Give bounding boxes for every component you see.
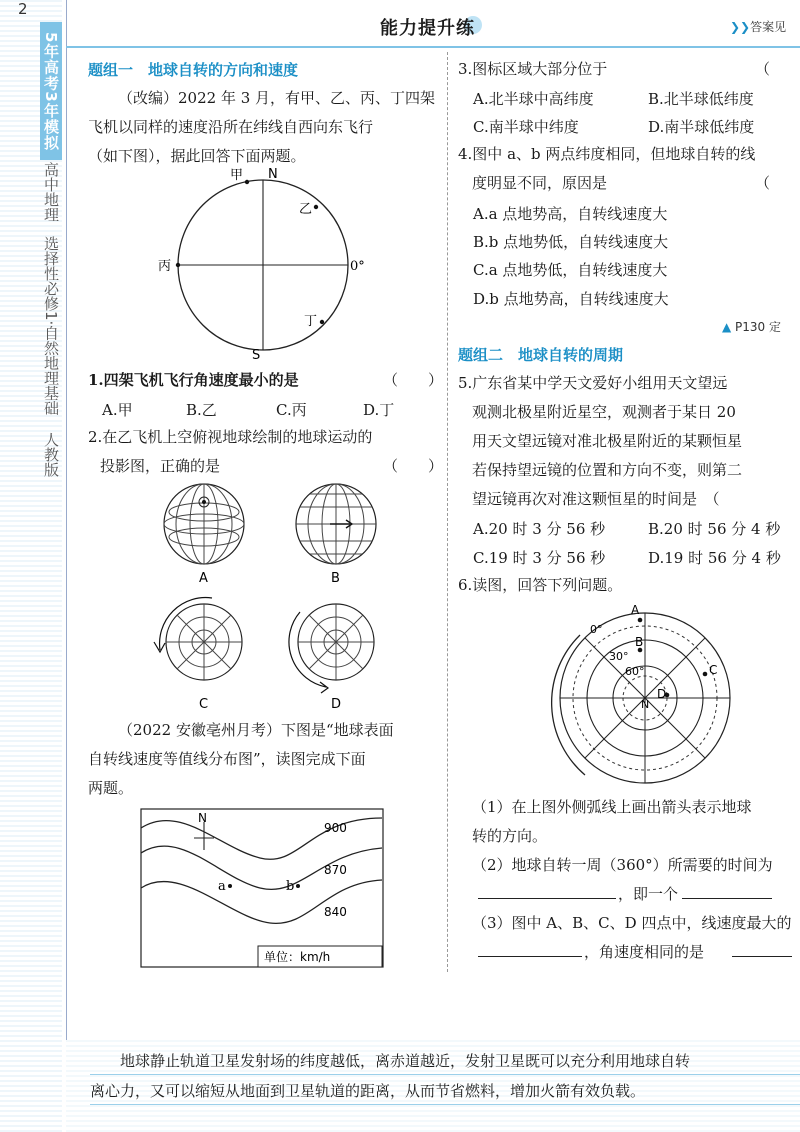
polar-label-d: D: [657, 687, 667, 701]
group1-intro-1: （改编）2022 年 3 月，有甲、乙、丙、丁四架: [118, 89, 436, 107]
q3-option-d: D.南半球低纬度: [648, 118, 755, 136]
outer-arc: [552, 635, 585, 775]
label-n: N: [268, 167, 278, 182]
q2-stem-2: 投影图，正确的是: [100, 457, 221, 475]
tip-rule-2: [90, 1104, 800, 1105]
point-bing: [176, 263, 180, 267]
q5-option-d: D.19 时 56 分 4 秒: [648, 549, 781, 567]
q1-option-a: A.甲: [102, 401, 133, 419]
label-projection-c: C: [199, 697, 209, 712]
q6-part1-line2: 转的方向。: [472, 827, 548, 845]
q3-option-b: B.北半球低纬度: [648, 90, 754, 108]
page-number: 2: [18, 0, 28, 18]
column-divider: [447, 52, 448, 972]
q6-part3-line2: ，角速度相同的是: [584, 943, 705, 961]
group1-intro2-1: （2022 安徽亳州月考）下图是“地球表面: [118, 721, 394, 739]
header-rule: [66, 46, 800, 48]
group1-intro-3: （如下图），据此回答下面两题。: [88, 147, 306, 165]
figure-latitude-circle: [150, 165, 380, 365]
sidebar-subject: 高中地理: [42, 162, 60, 222]
label-zero: 0°: [350, 259, 365, 274]
tip-rule-1: [90, 1074, 800, 1075]
q6-part2-blank-2[interactable]: [682, 898, 772, 899]
sidebar-edition: 人教版: [42, 431, 60, 477]
q5-line-1: 5.广东省某中学天文爱好小组用天文望远: [458, 374, 728, 392]
polar-label-30: 30°: [609, 650, 629, 663]
figure-polar-view: [545, 600, 765, 800]
answer-reference: ❯❯答案见: [730, 20, 787, 34]
projection-c: [154, 598, 242, 680]
q5-line-3: 用天文望远镜对准北极星附近的某颗恒星: [472, 432, 743, 450]
point-b-label: b: [286, 879, 295, 894]
label-projection-a: A: [199, 571, 208, 586]
q5-option-b: B.20 时 56 分 4 秒: [648, 520, 781, 538]
page-title: 能力提升练: [380, 14, 475, 40]
sidebar-book: 选择性必修1·自然地理基础: [42, 236, 60, 416]
q5-line-2: 观测北极星附近星空，观测者于某日 20: [472, 403, 736, 421]
group1-intro2-3: 两题。: [88, 779, 134, 797]
polar-label-b: B: [635, 635, 644, 649]
label-ding: 丁: [304, 314, 318, 329]
projection-d: [289, 604, 374, 693]
q6-part3-blank-1[interactable]: [478, 956, 582, 957]
q1-answer-paren: （ ）: [383, 371, 444, 389]
point-ding: [320, 320, 324, 324]
q6-part3-line1: （3）图中 A、B、C、D 四点中，线速度最大的: [472, 914, 792, 932]
projection-a: [164, 484, 244, 564]
q5-option-c: C.19 时 3 分 56 秒: [473, 549, 606, 567]
sidebar: [0, 0, 62, 1132]
q6-part1-line1: （1）在上图外侧弧线上画出箭头表示地球: [472, 798, 752, 816]
tip-line-1: 地球静止轨道卫星发射场的纬度越低，离赤道越近，发射卫星既可以充分利用地球自转: [120, 1052, 691, 1070]
q4-answer-paren: （: [755, 174, 771, 192]
isoline-label-840: 840: [324, 905, 347, 919]
q4-option-a: A.a 点地势高，自转线速度大: [473, 205, 668, 223]
q3-option-c: C.南半球中纬度: [473, 118, 579, 136]
q2-stem-1: 2.在乙飞机上空俯视地球绘制的地球运动的: [88, 428, 373, 446]
q1-option-d: D.丁: [363, 401, 395, 419]
page-reference: ▲ P130 定: [722, 320, 782, 334]
margin-line: [66, 0, 67, 1132]
point-a: [228, 884, 232, 888]
figure-isoline-map: [140, 808, 385, 970]
point-b: [296, 884, 300, 888]
q6-stem: 6.读图，回答下列问题。: [458, 576, 623, 594]
group1-title: 题组一 地球自转的方向和速度: [88, 61, 299, 79]
q4-option-b: B.b 点地势低，自转线速度大: [473, 233, 669, 251]
q5-line-4: 若保持望远镜的位置和方向不变，则第二: [472, 461, 743, 479]
point-yi: [314, 205, 318, 209]
polar-label-n: N: [641, 698, 650, 711]
group1-intro-2: 飞机以同样的速度沿所在纬线自西向东飞行: [88, 118, 374, 136]
label-s: S: [252, 348, 261, 363]
point-a-label: a: [218, 879, 226, 894]
q6-part2-blank-1[interactable]: [478, 898, 616, 899]
q4-option-c: C.a 点地势低，自转线速度大: [473, 261, 668, 279]
q1-stem: 1.四架飞机飞行角速度最小的是: [88, 371, 299, 389]
north-label: N: [198, 811, 207, 825]
q3-answer-paren: （: [755, 60, 771, 78]
q6-part2-line2: ，即一个: [618, 885, 679, 903]
q1-option-b: B.乙: [186, 401, 217, 419]
label-projection-b: B: [331, 571, 340, 586]
label-projection-d: D: [331, 697, 342, 712]
group2-title: 题组二 地球自转的周期: [458, 346, 624, 364]
sidebar-brand: 5年高考3年模拟: [40, 22, 62, 160]
q5-option-a: A.20 时 3 分 56 秒: [473, 520, 606, 538]
tip-box: [66, 1040, 800, 1132]
q4-stem-2: 度明显不同，原因是: [472, 174, 608, 192]
tip-line-2: 离心力，又可以缩短从地面到卫星轨道的距离，从而节省燃料，增加火箭有效负载。: [90, 1082, 646, 1100]
q6-part2-line1: （2）地球自转一周（360°）所需要的时间为: [472, 856, 773, 874]
q2-answer-paren: （ ）: [383, 457, 444, 475]
polar-label-c: C: [709, 663, 718, 677]
label-yi: 乙: [299, 202, 313, 217]
q3-option-a: A.北半球中高纬度: [473, 90, 594, 108]
q6-part3-blank-2[interactable]: [732, 956, 792, 957]
isoline-label-870: 870: [324, 863, 347, 877]
q5-line-5: 望远镜再次对准这颗恒星的时间是 （: [472, 490, 720, 508]
polar-label-0: 0°: [590, 623, 603, 636]
group1-intro2-2: 自转线速度等值线分布图”，读图完成下面: [88, 750, 366, 768]
polar-label-a: A: [631, 603, 640, 617]
q3-stem: 3.图标区域大部分位于: [458, 60, 608, 78]
unit-label: 单位：km/h: [264, 950, 331, 964]
point-jia: [245, 180, 249, 184]
figure-projections: [150, 482, 400, 712]
projection-b: [296, 484, 376, 564]
q4-stem-1: 4.图中 a、b 两点纬度相同，但地球自转的线: [458, 145, 756, 163]
q4-option-d: D.b 点地势高，自转线速度大: [473, 290, 669, 308]
polar-label-60: 60°: [625, 665, 645, 678]
label-bing: 丙: [158, 259, 172, 274]
label-jia: 甲: [230, 168, 244, 183]
isoline-label-900: 900: [324, 821, 347, 835]
q1-option-c: C.丙: [276, 401, 307, 419]
